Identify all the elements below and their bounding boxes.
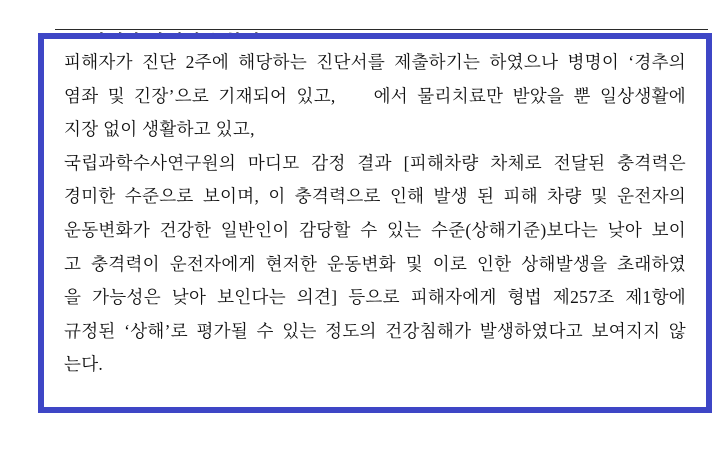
text-line-8: 을 가능성은 낮아 보인다는 의견] 등으로 피해자에게 형법 제257조 제1항에 bbox=[64, 287, 686, 308]
text-line-4: 국립과학수사연구원의 마디모 감정 결과 [피해차량 차체로 전달된 충격력은 bbox=[64, 152, 686, 173]
text-line-3: 지장 없이 생활하고 있고, bbox=[64, 119, 255, 140]
text-line-2 bbox=[64, 80, 686, 114]
text-line-10: 는다. bbox=[64, 354, 104, 375]
text-line-2-after-redaction: 에서 물리치료만 받았을 뿐 일상생활에 bbox=[373, 85, 686, 106]
text-line-2-before-redaction: 염좌 및 긴장’으로 기재되어 있고, bbox=[64, 85, 336, 106]
text-line-7: 고 충격력이 운전자에게 현저한 운동변화 및 이로 인한 상해발생을 초래하였 bbox=[64, 253, 686, 274]
text-line-6: 운동변화가 건강한 일반인이 감당할 수 있는 수준(상해기준)보다는 낮아 보이 bbox=[64, 219, 686, 240]
text-line-9: 규정된 ‘상해’로 평가될 수 있는 정도의 건강침해가 발생하였다고 보여지지 않 bbox=[64, 320, 686, 341]
document-body-text bbox=[64, 46, 686, 382]
heading-underline bbox=[55, 29, 708, 30]
text-line-5: 경미한 수준으로 보이며, 이 충격력으로 인해 발생 된 피해 차량 및 운전자의 bbox=[64, 186, 686, 207]
highlight-border-box bbox=[38, 33, 712, 413]
text-line-1: 피해자가 진단 2주에 해당하는 진단서를 제출하기는 하였으나 병명이 ‘경추의 bbox=[64, 52, 686, 72]
